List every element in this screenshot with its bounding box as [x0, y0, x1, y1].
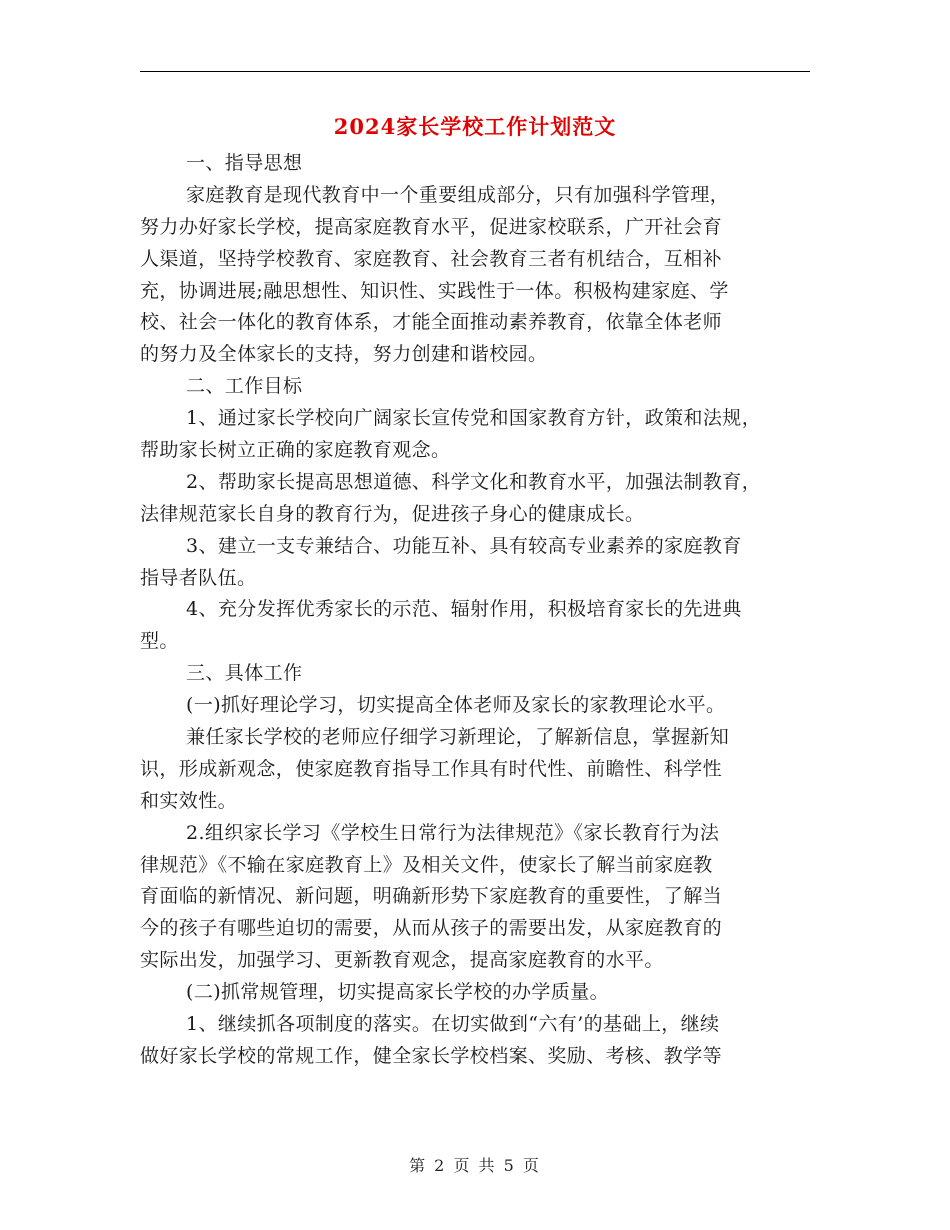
text-line: 兼任家长学校的老师应仔细学习新理论，了解新信息，掌握新知 — [186, 726, 730, 749]
text-line: 充，协调进展;融思想性、知识性、实践性于一体。积极构建家庭、学 — [140, 279, 729, 302]
header-rule — [140, 71, 810, 72]
text-line: 育面临的新情况、新问题，明确新形势下家庭教育的重要性，了解当 — [140, 885, 723, 908]
text-line: 2、帮助家长提高思想道德、科学文化和教育水平，加强法制教育， — [186, 470, 762, 493]
document-title: 2024家长学校工作计划范文 — [333, 114, 617, 139]
text-line: 今的孩子有哪些迫切的需要，从而从孩子的需要出发，从家庭教育的 — [140, 917, 723, 940]
text-line: 实际出发，加强学习、更新教育观念，提高家庭教育的水平。 — [140, 949, 664, 972]
text-line: 型。 — [140, 630, 179, 653]
text-line: 3、建立一支专兼结合、功能互补、具有较高专业素养的家庭教育 — [186, 534, 742, 557]
text-line: 家庭教育是现代教育中一个重要组成部分，只有加强科学管理， — [186, 183, 730, 206]
text-line: 二、工作目标 — [186, 375, 303, 398]
text-line: 校、社会一体化的教育体系，才能全面推动素养教育，依靠全体老师 — [140, 311, 723, 334]
text-line: 和实效性。 — [140, 789, 238, 812]
text-line: 做好家长学校的常规工作，健全家长学校档案、奖励、考核、教学等 — [140, 1044, 723, 1067]
text-line: 2.组织家长学习《学校生日常行为法律规范》《家长教育行为法 — [186, 821, 720, 844]
text-line: 的努力及全体家长的支持，努力创建和谐校园。 — [140, 343, 548, 366]
page-number-footer: 第 2 页 共 5 页 — [409, 1156, 541, 1175]
document-body — [140, 148, 810, 1073]
text-line: 指导者队伍。 — [140, 566, 257, 589]
text-line: 人渠道，坚持学校教育、家庭教育、社会教育三者有机结合，互相补 — [140, 247, 723, 270]
text-line: 一、指导思想 — [186, 152, 303, 174]
text-line: (一)抓好理论学习，切实提高全体老师及家长的家教理论水平。 — [186, 694, 726, 717]
text-line: 律规范》《不输在家庭教育上》及相关文件，使家长了解当前家庭教 — [140, 853, 713, 876]
text-line: 1、继续抓各项制度的落实。在切实做到“六有’的基础上，继续 — [186, 1013, 720, 1036]
text-line: 帮助家长树立正确的家庭教育观念。 — [140, 439, 451, 462]
text-line: 努力办好家长学校，提高家庭教育水平，促进家校联系，广开社会育 — [140, 215, 723, 238]
text-line: 法律规范家长自身的教育行为，促进孩子身心的健康成长。 — [140, 502, 645, 525]
text-line: 识，形成新观念，使家庭教育指导工作具有时代性、前瞻性、科学性 — [140, 757, 723, 780]
text-line: 4、充分发挥优秀家长的示范、辐射作用，积极培育家长的先进典 — [186, 598, 742, 621]
text-line: 三、具体工作 — [186, 662, 303, 685]
text-line: (二)抓常规管理，切实提高家长学校的办学质量。 — [186, 981, 610, 1004]
text-line: 1、通过家长学校向广阔家长宣传党和国家教育方针，政策和法规， — [186, 407, 762, 430]
